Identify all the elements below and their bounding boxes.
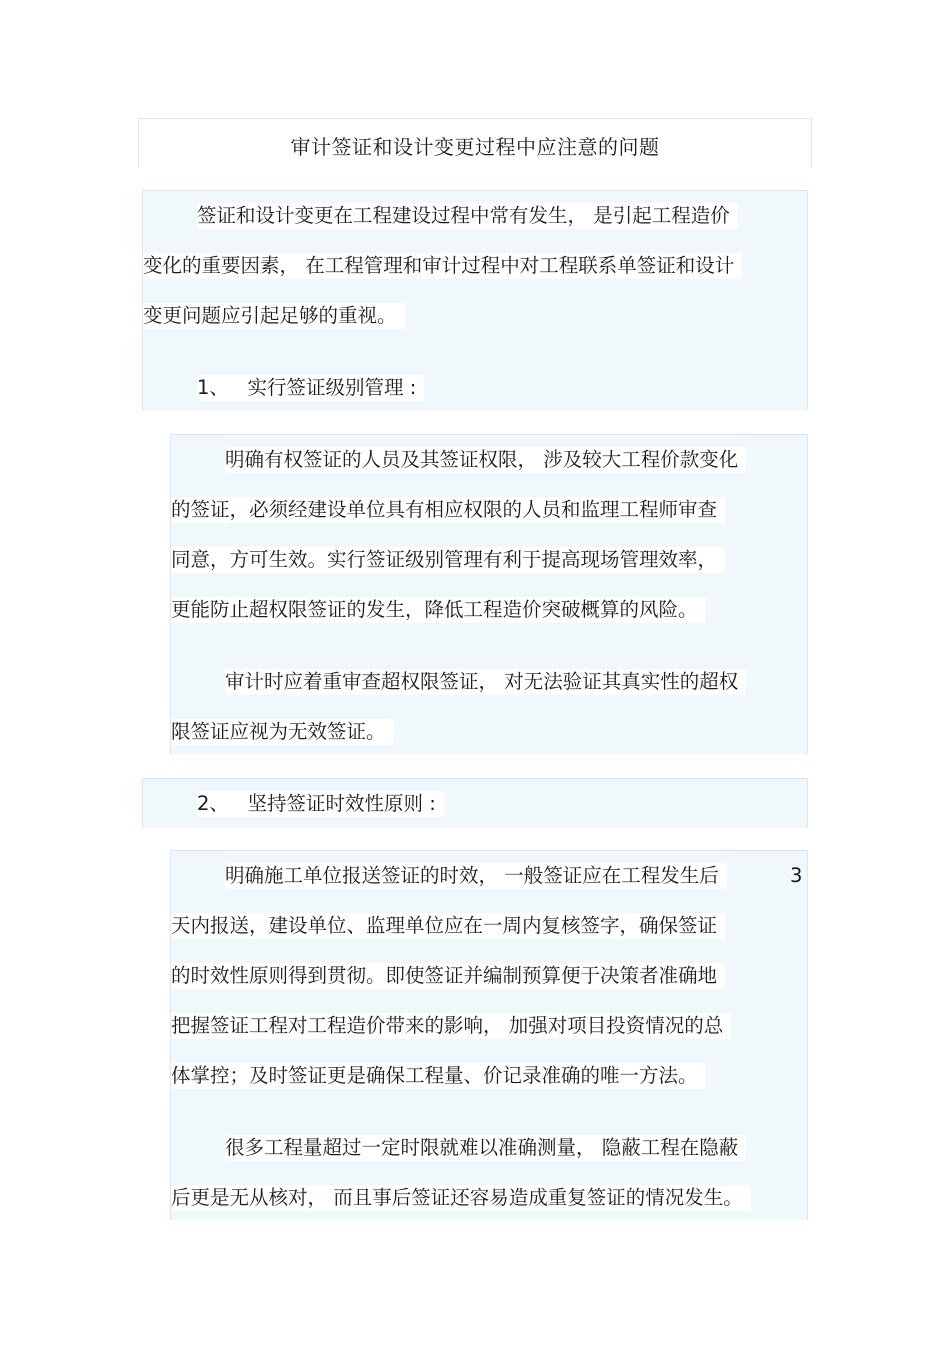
intro-block bbox=[142, 190, 808, 410]
section-2-title: 坚持签证时效性原则 : bbox=[247, 792, 436, 815]
paragraph-line: 限签证应视为无效签证。 bbox=[171, 719, 394, 745]
section-1-number: 1、 bbox=[197, 376, 229, 399]
intro-line: 变更问题应引起足够的重视。 bbox=[143, 303, 405, 329]
intro-line: 签证和设计变更在工程建设过程中常有发生， 是引起工程造价 bbox=[197, 203, 738, 229]
section-1-body bbox=[170, 434, 808, 754]
paragraph-line: 很多工程量超过一定时限就难以准确测量， 隐蔽工程在隐蔽 bbox=[225, 1135, 746, 1161]
document-title: 审计签证和设计变更过程中应注意的问题 bbox=[290, 135, 660, 159]
paragraph-line: 体掌控；及时签证更是确保工程量、价记录准确的唯一方法。 bbox=[171, 1063, 706, 1089]
section-2-number: 2、 bbox=[197, 792, 229, 815]
title-box bbox=[138, 118, 812, 168]
section-2-body bbox=[170, 850, 808, 1220]
paragraph-line: 明确施工单位报送签证的时效， 一般签证应在工程发生后 bbox=[225, 863, 727, 889]
days-number: 3 bbox=[790, 864, 803, 887]
paragraph-line: 把握签证工程对工程造价带来的影响， 加强对项目投资情况的总 bbox=[171, 1013, 731, 1039]
paragraph-line: 的时效性原则得到贯彻。即使签证并编制预算便于决策者准确地 bbox=[171, 963, 725, 989]
intro-line: 变化的重要因素， 在工程管理和审计过程中对工程联系单签证和设计 bbox=[143, 253, 742, 279]
section-1-heading bbox=[197, 375, 424, 401]
paragraph-line: 的签证，必须经建设单位具有相应权限的人员和监理工程师审查 bbox=[171, 497, 725, 523]
paragraph-line: 更能防止超权限签证的发生，降低工程造价突破概算的风险。 bbox=[171, 597, 706, 623]
section-1-title: 实行签证级别管理 : bbox=[247, 376, 417, 399]
paragraph-line: 后更是无从核对， 而且事后签证还容易造成重复签证的情况发生。 bbox=[171, 1185, 751, 1211]
paragraph-line: 明确有权签证的人员及其签证权限， 涉及较大工程价款变化 bbox=[225, 447, 746, 473]
paragraph-line: 同意，方可生效。实行签证级别管理有利于提高现场管理效率， bbox=[171, 547, 725, 573]
paragraph-line: 审计时应着重审查超权限签证， 对无法验证其真实性的超权 bbox=[225, 669, 746, 695]
paragraph-line: 天内报送，建设单位、监理单位应在一周内复核签字，确保签证 bbox=[171, 913, 725, 939]
section-2-heading-block bbox=[142, 778, 808, 828]
section-2-heading bbox=[197, 791, 444, 817]
